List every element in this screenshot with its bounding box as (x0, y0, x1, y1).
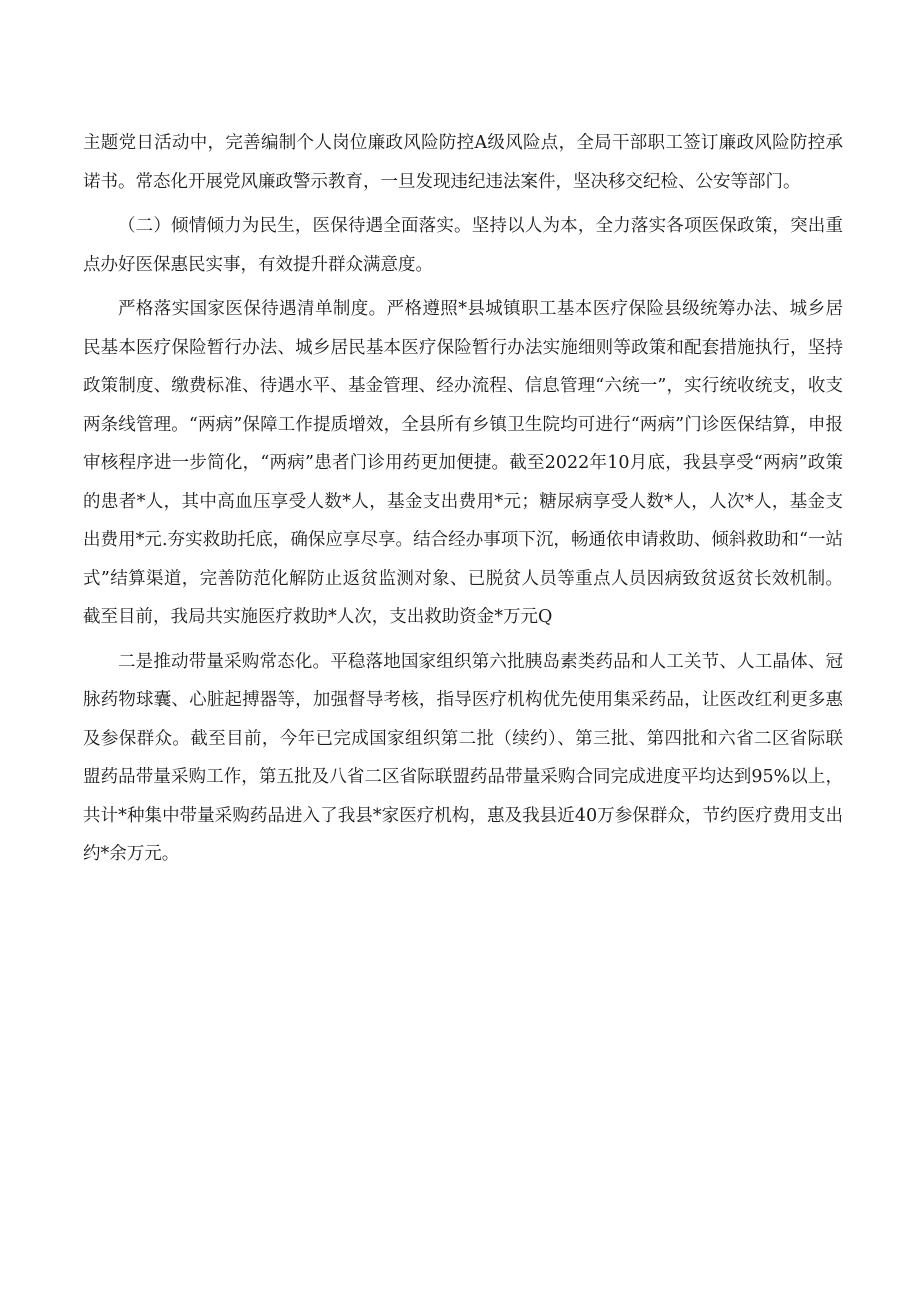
paragraph-insurance-benefits: 严格落实国家医保待遇清单制度。严格遵照*县城镇职工基本医疗保险县级统筹办法、城乡居民基本医疗保险暂行办法、城乡居民基本医疗保险暂行办法实施细则等政策和配套措施执行，坚持政策制度、缴费标准、待遇水平、基金管理、经办流程、信息管理“六统一”，实行统收统支，收支两条线管理。“两病”保障工作提质增效，全县所有乡镇卫生院均可进行“两病”门诊医保结算，申报审核程序进一步简化，“两病”患者门诊用药更加便捷。截至2022年10月底，我县享受“两病”政策的患者*人，其中高血压享受人数*人，基金支出费用*元；糖尿病享受人数*人，人次*人，基金支出费用*元.夯实救助托底，确保应享尽享。结合经办事项下沉，畅通依申请救助、倾斜救助和“一站式”结算渠道，完善防范化解防止返贫监测对象、已脱贫人员等重点人员因病致贫返贫长效机制。截至目前，我局共实施医疗救助*人次，支出救助资金*万元Q (83, 299, 843, 627)
document-body (83, 124, 843, 880)
paragraph-section-two-heading: （二）倾情倾力为民生，医保待遇全面落实。坚持以人为本，全力落实各项医保政策，突出重点办好医保惠民实事，有效提升群众满意度。 (83, 216, 843, 275)
paragraph-volume-procurement: 二是推动带量采购常态化。平稳落地国家组织第六批胰岛素类药品和人工关节、人工晶体、冠脉药物球囊、心脏起搏器等，加强督导考核，指导医疗机构优先使用集采药品，让医改红利更多惠及参保群众。截至目前，今年已完成国家组织第二批（续约）、第三批、第四批和六省二区省际联盟药品带量采购工作，第五批及八省二区省际联盟药品带量采购合同完成进度平均达到95%以上，共计*种集中带量采购药品进入了我县*家医疗机构，惠及我县近40万参保群众，节约医疗费用支出约*余万元。 (83, 651, 843, 864)
paragraph-integrity-education: 主题党日活动中，完善编制个人岗位廉政风险防控A级风险点，全局干部职工签订廉政风险防控承诺书。常态化开展党风廉政警示教育，一旦发现违纪违法案件，坚决移交纪检、公安等部门。 (83, 133, 843, 192)
